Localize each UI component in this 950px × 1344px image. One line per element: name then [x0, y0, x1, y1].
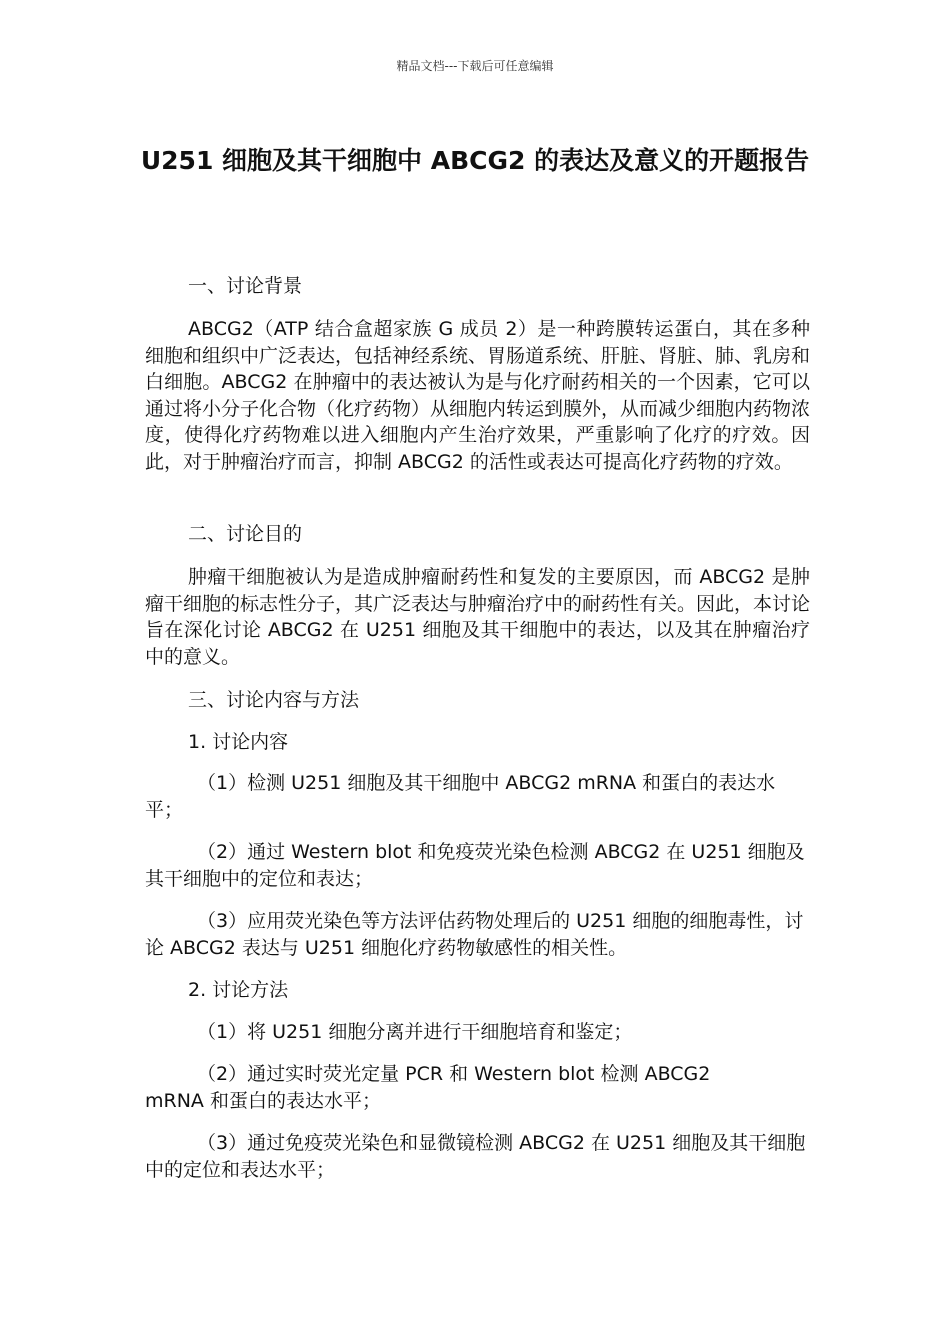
purpose-paragraph: 肿瘤干细胞被认为是造成肿瘤耐药性和复发的主要原因，而 ABCG2 是肿瘤干细胞的标志性分子，其广泛表达与肿瘤治疗中的耐药性有关。因此，本讨论旨在深化讨论 ABCG2 在 U251 细胞及其干细胞中的表达，以及其在肿瘤治疗中的意义。: [145, 566, 811, 668]
section-heading-content-methods: 三、讨论内容与方法: [188, 689, 360, 711]
content-item-3: （3）应用荧光染色等方法评估药物处理后的 U251 细胞的细胞毒性，讨论 ABCG2 表达与 U251 细胞化疗药物敏感性的相关性。: [145, 910, 804, 959]
content-item-2: （2）通过 Western blot 和免疫荧光染色检测 ABCG2 在 U251 细胞及其干细胞中的定位和表达；: [145, 841, 805, 890]
method-item-1: （1）将 U251 细胞分离并进行干细胞培育和鉴定；: [197, 1021, 633, 1043]
subheading-methods: 2. 讨论方法: [188, 979, 289, 1001]
header-note: 精品文档---下载后可任意编辑: [396, 59, 554, 73]
content-item-1: （1）检测 U251 细胞及其干细胞中 ABCG2 mRNA 和蛋白的表达水平；: [145, 772, 776, 821]
method-item-3: （3）通过免疫荧光染色和显微镜检测 ABCG2 在 U251 细胞及其干细胞中的定位和表达水平；: [145, 1132, 806, 1181]
background-paragraph: ABCG2（ATP 结合盒超家族 G 成员 2）是一种跨膜转运蛋白，其在多种细胞和组织中广泛表达，包括神经系统、胃肠道系统、肝脏、肾脏、肺、乳房和白细胞。ABCG2 在肿瘤中的表达被认为是与化疗耐药相关的一个因素，它可以通过将小分子化合物（化疗药物）从细胞内转运到膜外，从而减少细胞内药物浓度，使得化疗药物难以进入细胞内产生治疗效果，严重影响了化疗的疗效。因此，对于肿瘤治疗而言，抑制 ABCG2 的活性或表达可提高化疗药物的疗效。: [145, 318, 811, 473]
subheading-content: 1. 讨论内容: [188, 731, 289, 753]
method-item-2: （2）通过实时荧光定量 PCR 和 Western blot 检测 ABCG2 mRNA 和蛋白的表达水平；: [145, 1063, 711, 1112]
section-heading-purpose: 二、讨论目的: [188, 523, 303, 545]
section-heading-background: 一、讨论背景: [188, 275, 303, 297]
document-title: U251 细胞及其干细胞中 ABCG2 的表达及意义的开题报告: [140, 146, 810, 175]
